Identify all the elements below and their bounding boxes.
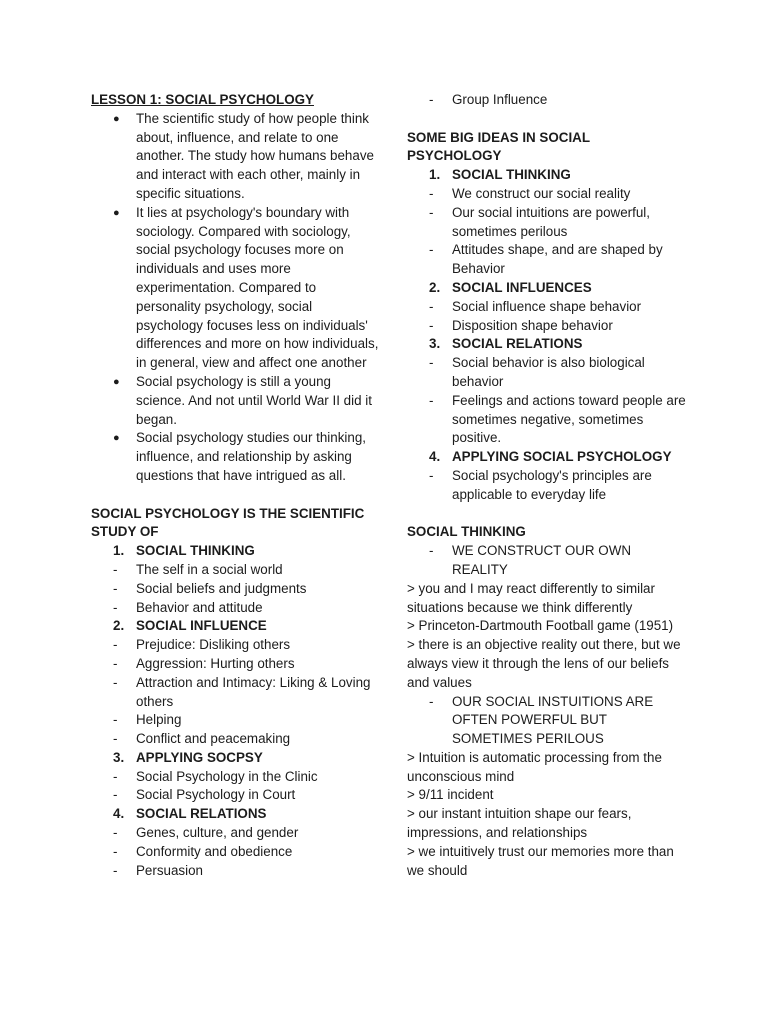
- idea-item: - Social psychology's principles are applicable to everyday life: [407, 467, 687, 505]
- intro-bullet: ● The scientific study of how people think about, influence, and relate to one another. The study how humans behave and interact with each other, mainly in specific situations.: [91, 110, 381, 204]
- section-item: - Attraction and Intimacy: Liking & Loving others: [91, 674, 381, 712]
- idea-heading: 3. SOCIAL RELATIONS: [429, 336, 583, 352]
- intro-bullet-list: [91, 110, 381, 486]
- social-thinking-heading: SOCIAL THINKING: [407, 524, 526, 540]
- intro-bullet: ● It lies at psychology's boundary with sociology. Compared with sociology, social psychology focuses more on individuals and uses more experimentation. Compared to personality psychology, social psychology focuses less on individuals' differences and more on how individuals, in general, view and affect one another: [91, 204, 381, 373]
- idea-item: - We construct our social reality: [407, 185, 687, 204]
- note-line: > Princeton-Dartmouth Football game (1951): [407, 618, 674, 634]
- note-line: > 9/11 incident: [407, 787, 494, 803]
- note-line: > you and I may react differently to similar situations because we think differently: [407, 580, 655, 615]
- note-line: > we intuitively trust our memories more than we should: [407, 843, 674, 878]
- idea-heading: 4. APPLYING SOCIAL PSYCHOLOGY: [429, 449, 672, 465]
- idea-item: - Social behavior is also biological behavior: [407, 354, 687, 392]
- section-item: - Genes, culture, and gender: [91, 824, 381, 843]
- section-heading: 1. SOCIAL THINKING: [113, 543, 255, 559]
- section-item: - Social beliefs and judgments: [91, 580, 381, 599]
- section-item: - Persuasion: [91, 862, 381, 881]
- intro-bullet: ● Social psychology is still a young science. And not until World War II did it began.: [91, 373, 381, 429]
- note-line: > Intuition is automatic processing from the unconscious mind: [407, 749, 662, 784]
- idea-heading: 1. SOCIAL THINKING: [429, 167, 571, 183]
- idea-item: - Our social intuitions are powerful, sometimes perilous: [407, 204, 687, 242]
- spacer: [91, 486, 381, 505]
- section-item: - Behavior and attitude: [91, 599, 381, 618]
- construct-heading: - WE CONSTRUCT OUR OWN REALITY: [407, 542, 687, 580]
- left-column: [91, 91, 381, 880]
- section-heading: 2. SOCIAL INFLUENCE: [113, 618, 267, 634]
- section-item: - Prejudice: Disliking others: [91, 636, 381, 655]
- section-item: - The self in a social world: [91, 561, 381, 580]
- idea-heading: 2. SOCIAL INFLUENCES: [429, 279, 592, 295]
- idea-item: - Attitudes shape, and are shaped by Behavior: [407, 241, 687, 279]
- note-line: > there is an objective reality out there, but we always view it through the lens of our beliefs and values: [407, 637, 681, 690]
- lesson-title: LESSON 1: SOCIAL PSYCHOLOGY: [91, 92, 314, 107]
- section-item: - Aggression: Hurting others: [91, 655, 381, 674]
- idea-item: - Feelings and actions toward people are sometimes negative, sometimes positive.: [407, 392, 687, 448]
- section-item: - Helping: [91, 711, 381, 730]
- spacer: [407, 505, 687, 524]
- section-item: - Conflict and peacemaking: [91, 730, 381, 749]
- spacer: [407, 110, 687, 129]
- section-item: - Social Psychology in the Clinic: [91, 768, 381, 787]
- section-heading: 4. SOCIAL RELATIONS: [113, 806, 267, 822]
- idea-item: - Social influence shape behavior: [407, 298, 687, 317]
- intro-bullet: ● Social psychology studies our thinking, influence, and relationship by asking questions that have intrigued as all.: [91, 429, 381, 485]
- carry-over-item: - Group Influence: [407, 91, 687, 110]
- note-line: > our instant intuition shape our fears, impressions, and relationships: [407, 806, 632, 841]
- section-heading: 3. APPLYING SOCPSY: [113, 749, 263, 765]
- right-column: [407, 91, 687, 880]
- idea-item: - Disposition shape behavior: [407, 317, 687, 336]
- big-ideas-heading: SOME BIG IDEAS IN SOCIAL PSYCHOLOGY: [407, 129, 590, 164]
- study-heading: SOCIAL PSYCHOLOGY IS THE SCIENTIFIC STUDY OF: [91, 505, 365, 540]
- section-item: - Conformity and obedience: [91, 843, 381, 862]
- intuitions-heading: - OUR SOCIAL INSTUITIONS ARE OFTEN POWERFUL BUT SOMETIMES PERILOUS: [407, 693, 687, 749]
- section-item: - Social Psychology in Court: [91, 786, 381, 805]
